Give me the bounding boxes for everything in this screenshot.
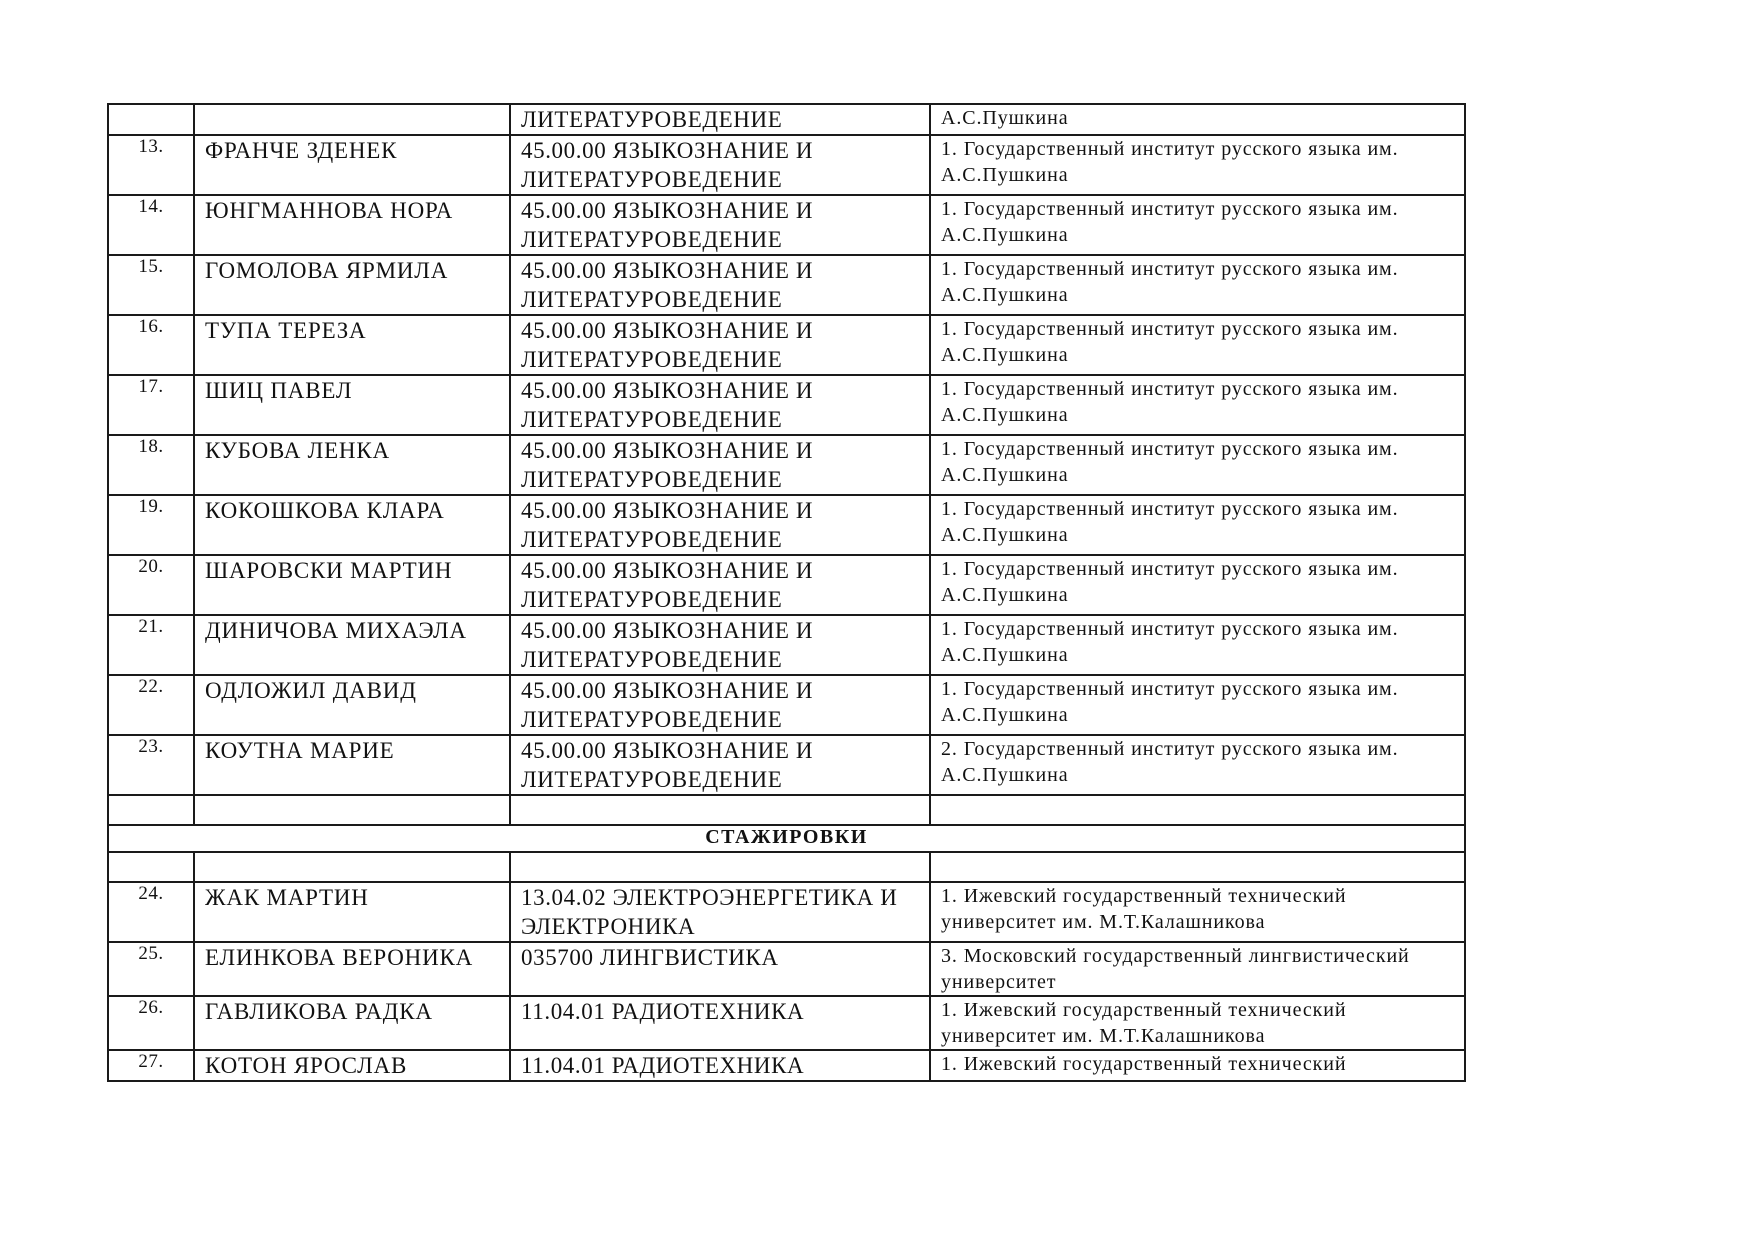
university-line: 1. Ижевский государственный технический [941, 999, 1347, 1021]
table-row-continuation [108, 104, 1465, 135]
table-row [108, 615, 1465, 675]
row-number [108, 104, 194, 135]
specialty-cell [510, 315, 930, 375]
row-number: 14. [108, 195, 194, 255]
table-row [108, 675, 1465, 735]
empty-cell [108, 852, 194, 882]
table-row [108, 735, 1465, 795]
student-name: ЕЛИНКОВА ВЕРОНИКА [194, 942, 510, 996]
specialty-cell [510, 495, 930, 555]
empty-row [108, 795, 1465, 825]
specialty-line: 45.00.00 ЯЗЫКОЗНАНИЕ И [521, 318, 814, 343]
student-name: КОТОН ЯРОСЛАВ [194, 1050, 510, 1081]
university-cell [930, 882, 1465, 942]
table-row [108, 555, 1465, 615]
student-name: ДИНИЧОВА МИХАЭЛА [194, 615, 510, 675]
university-cell [930, 135, 1465, 195]
university-cell [930, 375, 1465, 435]
university-line: А.С.Пушкина [941, 524, 1069, 546]
specialty-cell [510, 735, 930, 795]
specialty-line: 11.04.01 РАДИОТЕХНИКА [521, 1053, 805, 1078]
university-line: А.С.Пушкина [941, 464, 1069, 486]
university-line: А.С.Пушкина [941, 164, 1069, 186]
university-line: 1. Государственный институт русского языка им. [941, 498, 1399, 520]
empty-row [108, 852, 1465, 882]
specialty-line: ЛИТЕРАТУРОВЕДЕНИЕ [521, 347, 783, 372]
university-line: А.С.Пушкина [941, 764, 1069, 786]
row-number: 13. [108, 135, 194, 195]
university-cell [930, 615, 1465, 675]
roster-body [108, 104, 1465, 1081]
specialty-cell [510, 882, 930, 942]
student-name: ФРАНЧЕ ЗДЕНЕК [194, 135, 510, 195]
table-row [108, 255, 1465, 315]
university-line: А.С.Пушкина [941, 404, 1069, 426]
specialty-cell [510, 255, 930, 315]
row-number: 18. [108, 435, 194, 495]
row-number: 27. [108, 1050, 194, 1081]
specialty-line: 45.00.00 ЯЗЫКОЗНАНИЕ И [521, 438, 814, 463]
university-line: 2. Государственный институт русского языка им. [941, 738, 1399, 760]
specialty-line: ЛИТЕРАТУРОВЕДЕНИЕ [521, 707, 783, 732]
specialty-line: 45.00.00 ЯЗЫКОЗНАНИЕ И [521, 678, 814, 703]
specialty-line: 45.00.00 ЯЗЫКОЗНАНИЕ И [521, 258, 814, 283]
specialty-line: 45.00.00 ЯЗЫКОЗНАНИЕ И [521, 378, 814, 403]
section-title: СТАЖИРОВКИ [108, 825, 1465, 852]
specialty-cell [510, 375, 930, 435]
row-number: 26. [108, 996, 194, 1050]
university-line: А.С.Пушкина [941, 704, 1069, 726]
row-number: 24. [108, 882, 194, 942]
university-cell [930, 315, 1465, 375]
specialty-cell [510, 435, 930, 495]
table-row [108, 135, 1465, 195]
student-roster-table [107, 103, 1466, 1082]
specialty-line: ЛИТЕРАТУРОВЕДЕНИЕ [521, 287, 783, 312]
table-row [108, 996, 1465, 1050]
university-cell [930, 195, 1465, 255]
university-cell [930, 996, 1465, 1050]
university-line: 1. Государственный институт русского языка им. [941, 318, 1399, 340]
table-row [108, 1050, 1465, 1081]
table-row [108, 195, 1465, 255]
university-cell [930, 675, 1465, 735]
university-line: университет им. М.Т.Калашникова [941, 1025, 1266, 1047]
specialty-line: ЛИТЕРАТУРОВЕДЕНИЕ [521, 467, 783, 492]
university-line: 1. Государственный институт русского языка им. [941, 678, 1399, 700]
table-row [108, 942, 1465, 996]
student-name: ЖАК МАРТИН [194, 882, 510, 942]
row-number: 22. [108, 675, 194, 735]
table-row [108, 375, 1465, 435]
specialty-line: 45.00.00 ЯЗЫКОЗНАНИЕ И [521, 558, 814, 583]
university-cell [930, 495, 1465, 555]
section-header-row [108, 825, 1465, 852]
student-name: КУБОВА ЛЕНКА [194, 435, 510, 495]
empty-cell [930, 852, 1465, 882]
student-name: ГАВЛИКОВА РАДКА [194, 996, 510, 1050]
university-line: 1. Государственный институт русского языка им. [941, 258, 1399, 280]
student-name: ШИЦ ПАВЕЛ [194, 375, 510, 435]
university-line: университет им. М.Т.Калашникова [941, 911, 1266, 933]
student-name: КОУТНА МАРИЕ [194, 735, 510, 795]
specialty-line: 45.00.00 ЯЗЫКОЗНАНИЕ И [521, 138, 814, 163]
university-cell [930, 255, 1465, 315]
specialty-line: ЛИТЕРАТУРОВЕДЕНИЕ [521, 407, 783, 432]
row-number: 23. [108, 735, 194, 795]
specialty-line: ЭЛЕКТРОНИКА [521, 914, 696, 939]
specialty-cell [510, 675, 930, 735]
university-cell [930, 1050, 1465, 1081]
university-line: А.С.Пушкина [941, 644, 1069, 666]
university-line: 3. Московский государственный лингвистический [941, 945, 1410, 967]
specialty-line: 11.04.01 РАДИОТЕХНИКА [521, 999, 805, 1024]
specialty-line: ЛИТЕРАТУРОВЕДЕНИЕ [521, 167, 783, 192]
student-name [194, 104, 510, 135]
table-row [108, 495, 1465, 555]
empty-cell [930, 795, 1465, 825]
specialty-cell [510, 195, 930, 255]
empty-cell [108, 795, 194, 825]
university-line: 1. Государственный институт русского языка им. [941, 618, 1399, 640]
specialty-cell [510, 1050, 930, 1081]
student-name: ШАРОВСКИ МАРТИН [194, 555, 510, 615]
table-row [108, 315, 1465, 375]
row-number: 17. [108, 375, 194, 435]
university-line: А.С.Пушкина [941, 284, 1069, 306]
university-cell [930, 942, 1465, 996]
row-number: 16. [108, 315, 194, 375]
specialty-cell [510, 104, 930, 135]
student-name: ОДЛОЖИЛ ДАВИД [194, 675, 510, 735]
row-number: 20. [108, 555, 194, 615]
university-line: А.С.Пушкина [941, 344, 1069, 366]
row-number: 19. [108, 495, 194, 555]
specialty-line: ЛИТЕРАТУРОВЕДЕНИЕ [521, 527, 783, 552]
university-cell [930, 735, 1465, 795]
specialty-line: 45.00.00 ЯЗЫКОЗНАНИЕ И [521, 738, 814, 763]
university-line: 1. Государственный институт русского языка им. [941, 378, 1399, 400]
university-line: 1. Государственный институт русского языка им. [941, 198, 1399, 220]
empty-cell [194, 795, 510, 825]
university-cell [930, 104, 1465, 135]
university-line: 1. Ижевский государственный технический [941, 1053, 1347, 1075]
student-name: ЮНГМАННОВА НОРА [194, 195, 510, 255]
table-row [108, 882, 1465, 942]
specialty-line: 035700 ЛИНГВИСТИКА [521, 945, 779, 970]
student-name: ГОМОЛОВА ЯРМИЛА [194, 255, 510, 315]
empty-cell [510, 795, 930, 825]
specialty-line: 45.00.00 ЯЗЫКОЗНАНИЕ И [521, 198, 814, 223]
student-name: ТУПА ТЕРЕЗА [194, 315, 510, 375]
specialty-cell [510, 942, 930, 996]
university-line: университет [941, 971, 1057, 993]
university-line: 1. Государственный институт русского языка им. [941, 138, 1399, 160]
specialty-cell [510, 135, 930, 195]
specialty-line: ЛИТЕРАТУРОВЕДЕНИЕ [521, 587, 783, 612]
empty-cell [194, 852, 510, 882]
university-line: 1. Государственный институт русского языка им. [941, 438, 1399, 460]
empty-cell [510, 852, 930, 882]
university-line: А.С.Пушкина [941, 584, 1069, 606]
specialty-line: ЛИТЕРАТУРОВЕДЕНИЕ [521, 647, 783, 672]
university-line: А.С.Пушкина [941, 224, 1069, 246]
row-number: 21. [108, 615, 194, 675]
university-line: 1. Ижевский государственный технический [941, 885, 1347, 907]
specialty-line: 45.00.00 ЯЗЫКОЗНАНИЕ И [521, 618, 814, 643]
table-row [108, 435, 1465, 495]
row-number: 15. [108, 255, 194, 315]
specialty-line: ЛИТЕРАТУРОВЕДЕНИЕ [521, 227, 783, 252]
specialty-line: ЛИТЕРАТУРОВЕДЕНИЕ [521, 767, 783, 792]
university-cell [930, 555, 1465, 615]
student-name: КОКОШКОВА КЛАРА [194, 495, 510, 555]
specialty-cell [510, 615, 930, 675]
specialty-cell [510, 996, 930, 1050]
specialty-cell [510, 555, 930, 615]
university-line: А.С.Пушкина [941, 107, 1069, 129]
row-number: 25. [108, 942, 194, 996]
university-cell [930, 435, 1465, 495]
specialty-line: ЛИТЕРАТУРОВЕДЕНИЕ [521, 107, 783, 132]
specialty-line: 45.00.00 ЯЗЫКОЗНАНИЕ И [521, 498, 814, 523]
university-line: 1. Государственный институт русского языка им. [941, 558, 1399, 580]
specialty-line: 13.04.02 ЭЛЕКТРОЭНЕРГЕТИКА И [521, 885, 898, 910]
